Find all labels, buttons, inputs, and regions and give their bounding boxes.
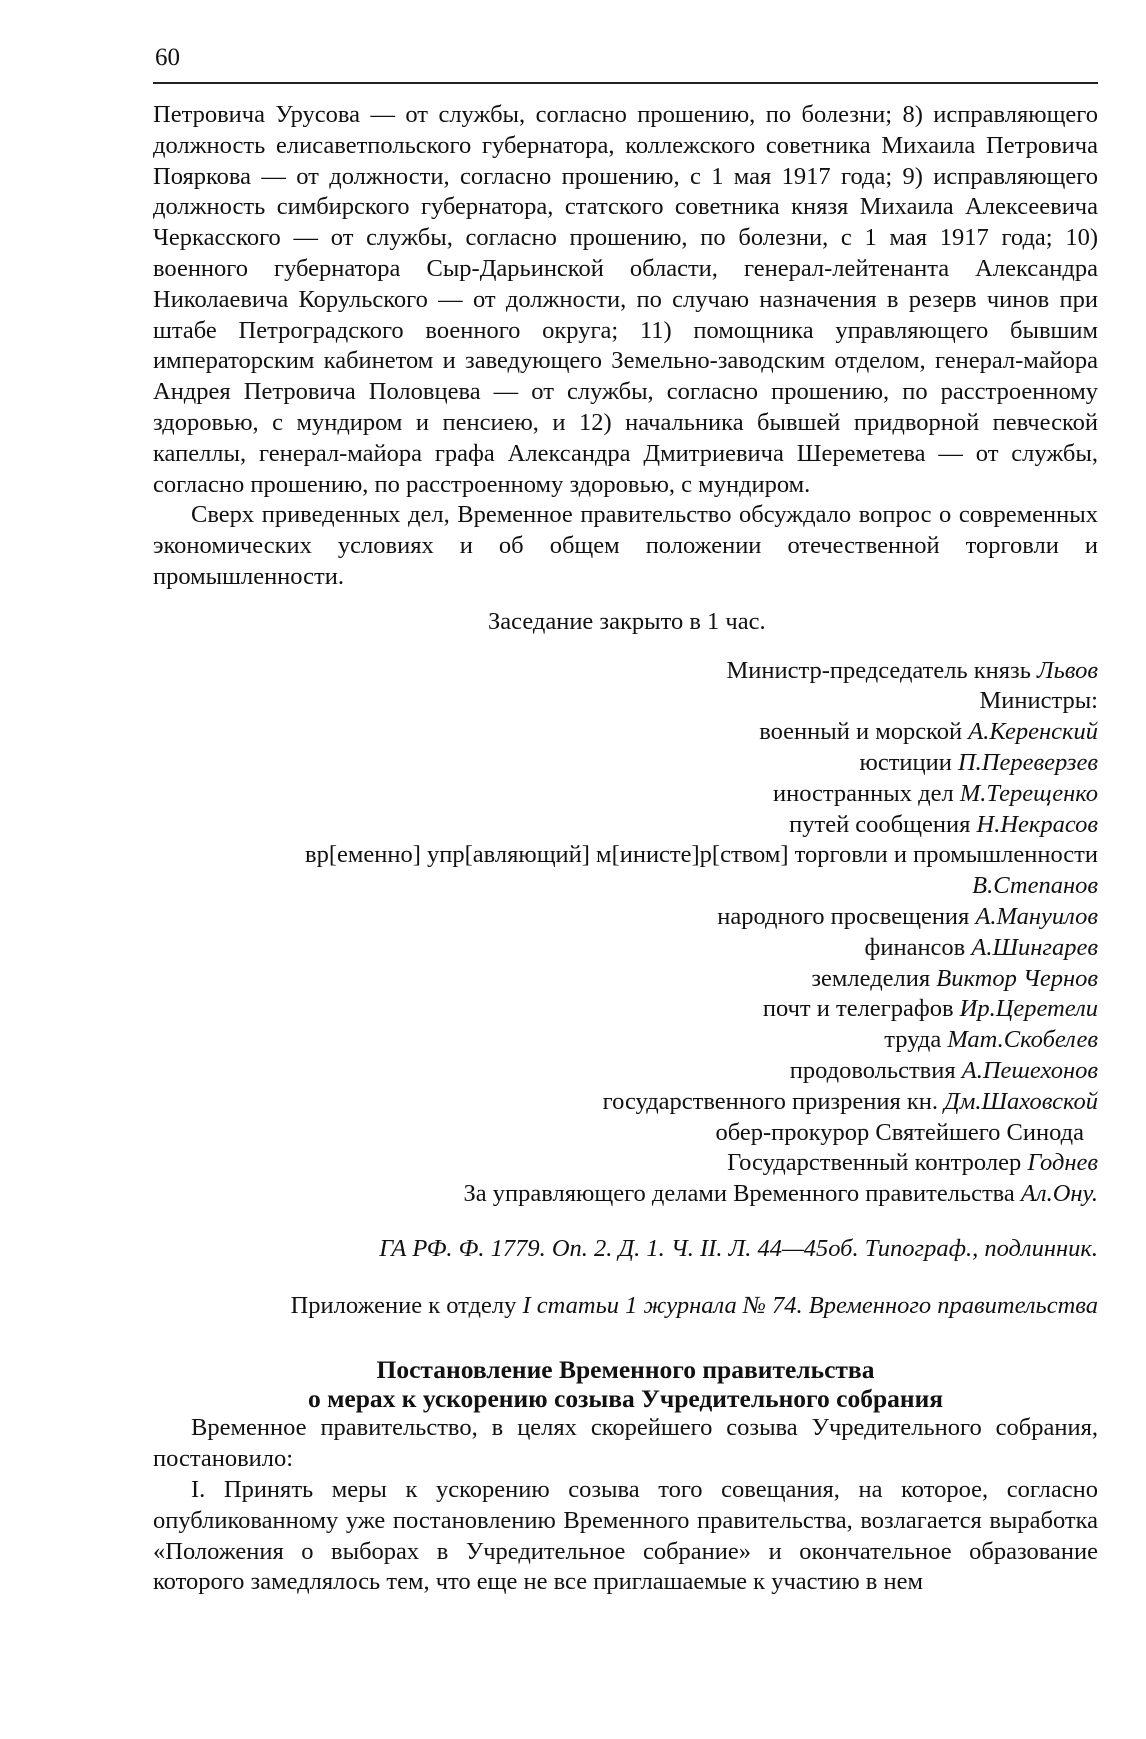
signature-posts <box>153 994 1098 1025</box>
decree-intro: Временное правительство, в целях скорейшего созыва Учредительного собрания, постановило: <box>153 1414 1098 1473</box>
signature-block <box>153 656 1098 1210</box>
header-rule <box>153 82 1098 84</box>
signature-trade-title: вр[еменно] упр[авляющий] м[инисте]р[ством] торговли и промышленности <box>305 841 1098 869</box>
signature-title: земледелия <box>811 964 931 992</box>
signature-title: народного просвещения <box>717 902 970 930</box>
appendix-heading <box>153 1291 1098 1322</box>
signature-name: А.Пешехонов <box>961 1056 1098 1084</box>
signature-finance <box>153 933 1098 964</box>
signature-war <box>153 717 1098 748</box>
signature-name: Ир.Церетели <box>959 995 1098 1023</box>
decree-title <box>153 1355 1098 1413</box>
signature-title: юстиции <box>859 748 952 776</box>
appendix-prefix: Приложение к отделу <box>290 1291 517 1319</box>
signature-title: путей сообщения <box>789 810 971 838</box>
signature-education <box>153 902 1098 933</box>
signature-charity <box>153 1087 1098 1118</box>
signature-name: П.Переверзев <box>957 748 1098 776</box>
archive-reference: ГА РФ. Ф. 1779. Оп. 2. Д. 1. Ч. II. Л. 44—45об. Типограф., подлинник. <box>379 1234 1098 1262</box>
signature-labor <box>153 1025 1098 1056</box>
signature-name: Львов <box>1037 656 1098 684</box>
document-body <box>153 100 1098 1598</box>
signature-name: Дм.Шаховской <box>944 1087 1098 1115</box>
signature-railways <box>153 810 1098 841</box>
signature-justice <box>153 748 1098 779</box>
signature-affairs <box>153 1179 1098 1210</box>
signature-title: За управляющего делами Временного правительства <box>463 1180 1015 1208</box>
signature-trade-name: В.Степанов <box>972 872 1098 900</box>
signature-name: Н.Некрасов <box>976 810 1098 838</box>
signature-title: Государственный контролер <box>727 1149 1022 1177</box>
signature-title: военный и морской <box>759 718 963 746</box>
appendix-suffix: I статьи 1 журнала № 74. Временного правительства <box>522 1291 1098 1319</box>
decree-title-line-2: о мерах к ускорению созыва Учредительного собрания <box>307 1384 944 1414</box>
signature-title: иностранных дел <box>772 779 954 807</box>
signature-synod: обер-прокурор Святейшего Синода <box>715 1118 1084 1146</box>
signature-name: Ал.Ону. <box>1020 1180 1098 1208</box>
signature-name: Мат.Скобелев <box>947 1026 1098 1054</box>
signature-title: труда <box>884 1026 942 1054</box>
signature-title: финансов <box>864 933 966 961</box>
ministers-heading: Министры: <box>979 687 1098 715</box>
paragraph-economic-discussion: Сверх приведенных дел, Временное правительство обсуждало вопрос о современных экономических условиях и об общем положении отечественной торговли и промышленности. <box>153 501 1098 590</box>
decree-title-line-1: Постановление Временного правительства <box>376 1355 875 1385</box>
signature-title: почт и телеграфов <box>762 995 954 1023</box>
signature-agriculture <box>153 964 1098 995</box>
signature-control <box>153 1148 1098 1179</box>
signature-title: государственного призрения кн. <box>602 1087 938 1115</box>
signature-chairman <box>153 656 1098 687</box>
signature-name: А.Шингарев <box>971 933 1098 961</box>
signature-name: Годнев <box>1027 1149 1098 1177</box>
signature-food <box>153 1056 1098 1087</box>
signature-name: А.Керенский <box>968 718 1098 746</box>
signature-title: продовольствия <box>789 1056 956 1084</box>
signature-name: Виктор Чернов <box>936 964 1098 992</box>
signature-foreign <box>153 779 1098 810</box>
decree-item-1: I. Принять меры к ускорению созыва того совещания, на которое, согласно опубликованному уже постановлению Временного правительства, возлагается выработка «Положения о выборах в Учредительное собрание» и окончательное образование которого замедлялось тем, что еще не все приглашаемые к участию в нем <box>153 1476 1098 1596</box>
session-closing: Заседание закрыто в 1 час. <box>488 607 766 635</box>
paragraph-dismissals: Петровича Урусова — от службы, согласно прошению, по болезни; 8) исправляющего должность елисаветпольского губернатора, коллежского советника Михаила Петровича Пояркова — от должности, согласно прошению, с 1 мая 1917 года; 9) исправляющего должность симбирского губернатора, статского советника князя Михаила Алексеевича Черкасского — от службы, согласно прошению, по болезни, с 1 мая 1917 года; 10) военного губернатора Сыр-Дарьинской области, генерал-лейтенанта Александра Николаевича Корульского — от должности, по случаю назначения в резерв чинов при штабе Петроградского военного округа; 11) помощника управляющего бывшим императорским кабинетом и заведующего Земельно-заводским отделом, генерал-майора Андрея Петровича Половцева — от службы, согласно прошению, по расстроенному здоровью, с мундиром и пенсиею, и 12) начальника бывшей придворной певческой капеллы, генерал-майора графа Александра Дмитриевича Шереметева — от службы, согласно прошению, по расстроенному здоровью, с мундиром. <box>153 101 1098 498</box>
signature-name: А.Мануилов <box>975 902 1098 930</box>
page-number: 60 <box>155 44 180 71</box>
signature-name: М.Терещенко <box>959 779 1098 807</box>
signature-title: Министр-председатель князь <box>726 656 1031 684</box>
